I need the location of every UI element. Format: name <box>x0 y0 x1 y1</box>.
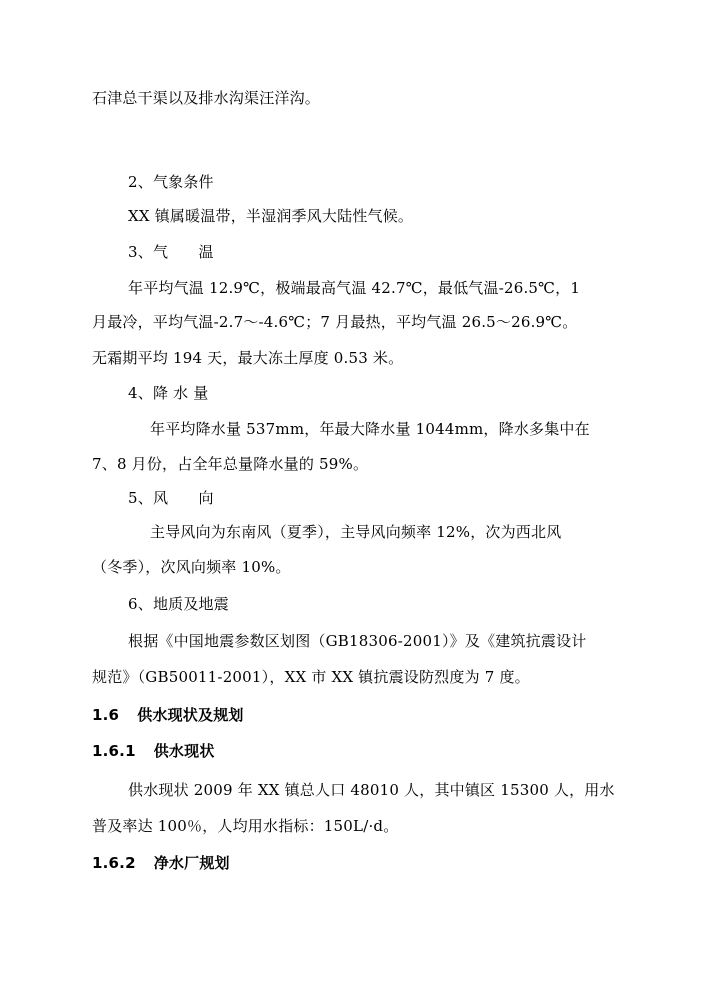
subsection-title-geology: 6、地质及地震 <box>128 595 229 613</box>
section-heading-1-6 <box>92 705 244 725</box>
section-number: 1.6.2 <box>92 854 136 872</box>
paragraph-line-wind-1: 主导风向为东南风（夏季），主导风向频率 12%，次为西北风 <box>150 523 562 541</box>
paragraph-line-temperature-1: 年平均气温 12.9℃，极端最高气温 42.7℃，最低气温-26.5℃，1 <box>128 279 581 297</box>
section-heading-1-6-2 <box>92 853 230 873</box>
paragraph-line-precipitation-1: 年平均降水量 537mm，年最大降水量 1044mm，降水多集中在 <box>150 420 590 438</box>
paragraph-line-wind-2: （冬季），次风向频率 10%。 <box>92 558 291 576</box>
subsection-title-precipitation: 4、降 水 量 <box>128 384 209 402</box>
paragraph-line-precipitation-2: 7、8 月份，占全年总量降水量的 59%。 <box>92 455 369 473</box>
paragraph-line-geology-2: 规范》（GB50011-2001），XX 市 XX 镇抗震设防烈度为 7 度。 <box>92 668 530 686</box>
section-heading-1-6-1 <box>92 741 215 761</box>
section-number: 1.6.1 <box>92 742 136 760</box>
section-title: 净水厂规划 <box>153 854 230 872</box>
paragraph-line-climate: XX 镇属暖温带，半湿润季风大陆性气候。 <box>128 207 414 225</box>
paragraph-line-supply-2: 普及率达 100％，人均用水指标：150L/·d。 <box>92 817 399 835</box>
paragraph-line-frost: 无霜期平均 194 天，最大冻土厚度 0.53 米。 <box>92 349 404 367</box>
subsection-title-wind: 5、风 向 <box>128 489 214 507</box>
paragraph-line-geology-1: 根据《中国地震参数区划图（GB18306-2001）》及《建筑抗震设计 <box>128 632 587 650</box>
section-title: 供水现状 <box>153 742 215 760</box>
paragraph-line-canal: 石津总干渠以及排水沟渠汪洋沟。 <box>92 89 321 107</box>
paragraph-line-temperature-2: 月最冷，平均气温-2.7～-4.6℃；7 月最热，平均气温 26.5～26.9℃。 <box>92 313 578 331</box>
paragraph-line-supply-1: 供水现状 2009 年 XX 镇总人口 48010 人，其中镇区 15300 人，用水 <box>128 781 615 799</box>
section-number: 1.6 <box>92 706 120 724</box>
section-title: 供水现状及规划 <box>137 706 244 724</box>
subsection-title-temperature: 3、气 温 <box>128 243 214 261</box>
subsection-title-climate: 2、气象条件 <box>128 173 214 191</box>
